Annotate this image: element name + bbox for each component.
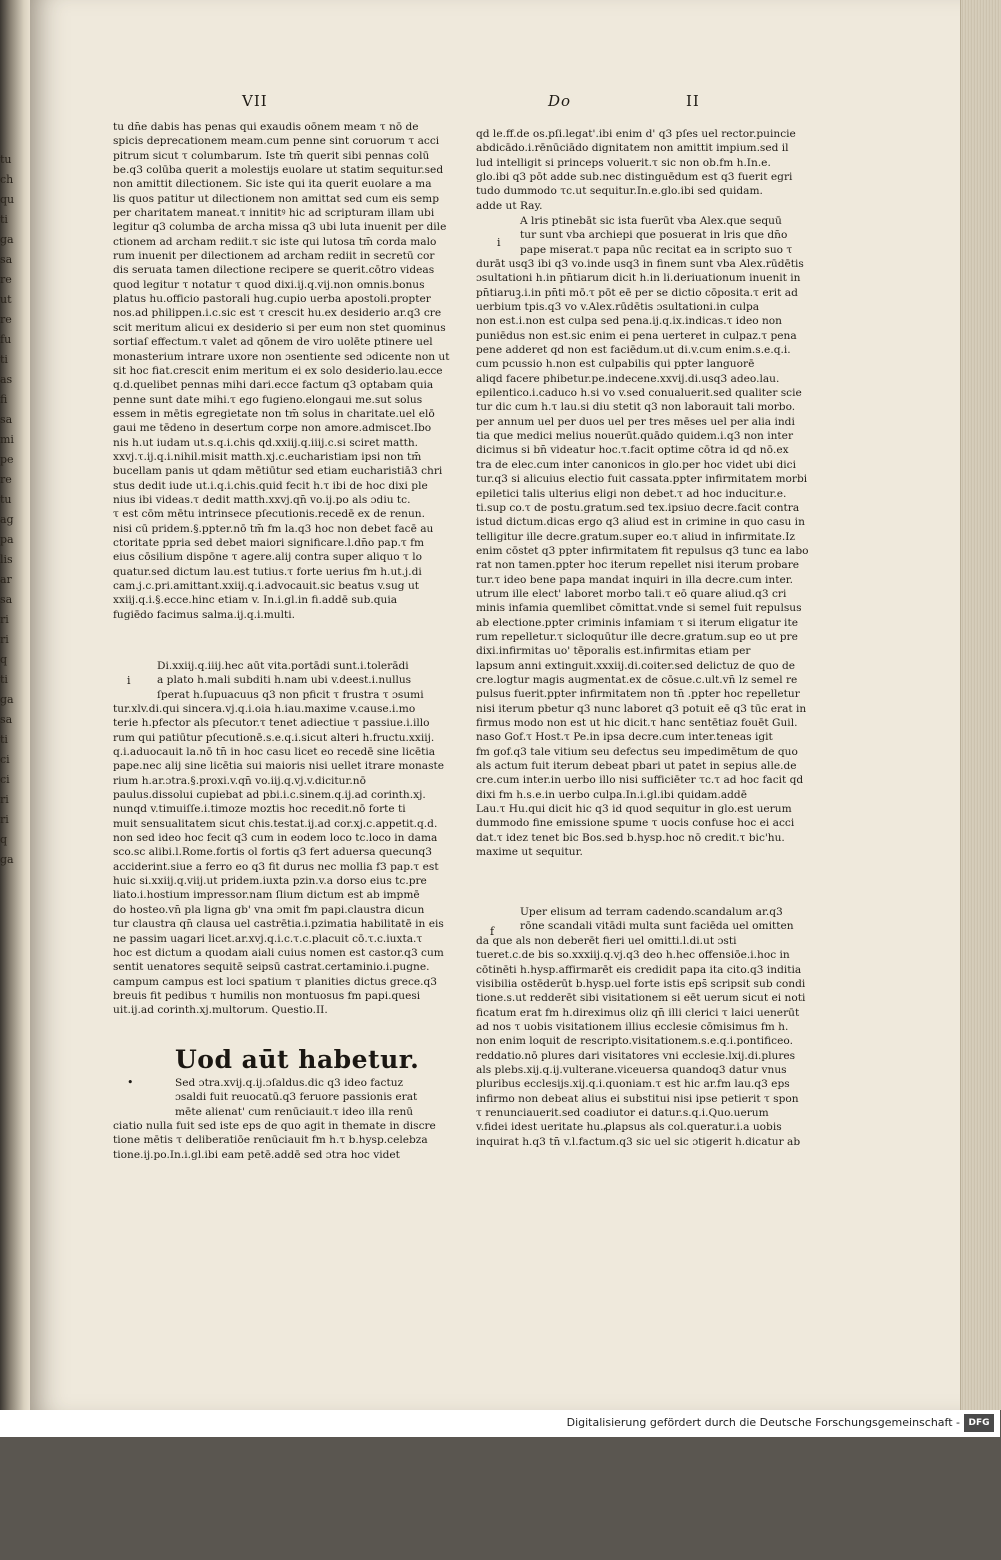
right-column-middle	[476, 257, 809, 859]
text-line: sit hoc fiat.crescit enim meritum ei ex solo desiderio.lau.ecce	[113, 364, 443, 377]
text-line: tia que medici melius nouerūt.quādo quidem.i.q3 non inter	[476, 430, 794, 443]
left-column-block-a	[157, 659, 424, 702]
text-line: acciderint.siue a ferro eo q3 fit durus nec mollia f3 pap.τ est	[113, 860, 439, 873]
text-line: pape miserat.τ papa nūc recitat ea in scripto suo τ	[520, 243, 793, 256]
text-line: mēte alienat' cum renūciauit.τ ideo illa renū	[175, 1105, 414, 1118]
text-line: Lau.τ Hu.qui dicit hic q3 id quod sequitur in glo.est uerum	[476, 803, 792, 816]
margin-fragment: re	[0, 473, 12, 486]
text-line: dixi fm h.s.e.in uerbo culpa.In.i.gl.ibi quidam.addē	[476, 788, 747, 801]
margin-fragment: fi	[0, 393, 8, 406]
text-line: terie h.pfector als pſecutor.τ tenet adiectiue τ passiue.i.illo	[113, 717, 430, 730]
running-head-center-mark: Do	[548, 92, 572, 110]
text-line: abdicādo.i.rēnūciādo dignitatem non amittit impium.sed il	[476, 142, 789, 155]
margin-fragment: ti	[0, 353, 8, 366]
text-line: cum pcussio h.non est culpabilis qui ppter languorē	[476, 358, 755, 371]
margin-fragment: q	[0, 653, 8, 666]
text-line: tra de elec.cum inter canonicos in glo.per hoc videt ubi dici	[476, 458, 796, 471]
text-line: cōtinēti h.hysp.affirmarēt eis credidit papa ita cito.q3 inditia	[476, 963, 802, 976]
text-line: dixi.infirmitas uo' tēporalis est.infirmitas etiam per	[476, 645, 751, 658]
margin-fragment: sa	[0, 253, 13, 266]
text-line: campum campus est loci spatium τ planities dictus grece.q3	[113, 975, 438, 988]
text-line: sortiaſ effectum.τ valet ad qōnem de viro uolēte ptinere uel	[113, 336, 433, 349]
text-line: fugiēdo facimus salma.ij.q.i.multi.	[113, 608, 296, 621]
left-column-middle	[113, 702, 445, 1018]
text-line: rum qui patiūtur pſecutionē.s.e.q.i.sicut alteri h.fructu.xxiij.	[113, 731, 435, 744]
margin-fragment: ri	[0, 813, 9, 826]
text-line: als actum fuit iterum debeat pbari ut patet in sepius alle.de	[476, 760, 797, 773]
page-fore-edge	[960, 0, 1001, 1410]
text-line: muit sensualitatem sicut chis.testat.ij.ad cor.xj.c.appetit.q.d.	[113, 817, 438, 830]
paragraph-mark-dot: •	[127, 1076, 134, 1089]
text-line: huic si.xxiij.q.viij.ut pridem.iuxta pzin.v.a dorso eius tc.pre	[113, 875, 427, 888]
paragraph-mark-i2: i	[497, 236, 501, 249]
text-line: monasterium intrare uxore non ɔsentiente sed ɔdicente non ut	[113, 350, 450, 363]
text-line: tur claustra qn̄ clausa uel castrētia.i.pzimatia habilitatē in eis	[113, 918, 444, 931]
text-line: ctionem ad archam rediit.τ sic iste qui lutosa tm̄ corda malo	[113, 235, 437, 248]
left-column-top	[113, 120, 450, 622]
paragraph-mark-f1: f	[490, 925, 495, 938]
margin-fragment: fu	[0, 333, 12, 346]
text-line: rum inuenit per dilectionem ad archam rediit in secretū cor	[113, 250, 435, 263]
text-line: uit.ij.ad corinth.xj.multorum. Questio.II.	[113, 1004, 328, 1017]
footer-credit: Digitalisierung gefördert durch die Deutsche Forschungsgemeinschaft -	[566, 1416, 960, 1429]
text-line: sco.sc alibi.l.Rome.fortis ol fortis q3 fert aduersa quecunq3	[113, 846, 432, 859]
text-line: bucellam panis ut qdam mētiūtur sed etiam eucharistiā3 chri	[113, 465, 443, 478]
text-line: telligitur ille decre.gratum.super eo.τ aliud in infirmitate.Iz	[476, 530, 795, 543]
text-line: reddatio.nō plures dari visitatores vni ecclesie.lxij.di.plures	[476, 1049, 796, 1062]
text-line: non enim loquit de rescripto.visitationem.s.e.q.i.pontificeo.	[476, 1035, 793, 1048]
text-line: enim cōstet q3 ppter infirmitatem fit repulsus q3 tunc ea labo	[476, 544, 809, 557]
section-title-text: Uod aūt habetur.	[175, 1045, 420, 1074]
text-line: ab electione.ppter criminis infamiam τ si iterum eligatur ite	[476, 616, 798, 629]
digitization-footer	[0, 1410, 1000, 1437]
margin-fragment: tu	[0, 493, 12, 506]
text-line: tione.s.ut redderēt sibi visitationem si eēt uerum sicut ei noti	[476, 992, 806, 1005]
text-line: non est.i.non est culpa sed pena.ij.q.ix.indicas.τ ideo non	[476, 315, 783, 328]
text-line: essem in mētis egregietate non tm̄ solus in charitate.uel elō	[113, 407, 435, 420]
text-line: ti.sup co.τ de postu.gratum.sed tex.ipsiuo decre.facit contra	[476, 501, 800, 514]
text-line: dis seruata tamen dilectione recipere se querit.cōtro videas	[113, 264, 435, 277]
text-line: qd le.ff.de os.pſi.legat'.ibi enim d' q3 pſes uel rector.puincie	[476, 128, 796, 140]
text-line: cam.j.c.pri.amittant.xxiij.q.i.advocauit.sic beatus v.sug ut	[113, 580, 420, 592]
text-line: rium h.ar.ɔtra.§.proxi.v.qn̄ vo.iij.q.vj.v.dicitur.nō	[113, 774, 366, 787]
text-line: spicis deprecationem meam.cum penne sint coruorum τ acci	[113, 135, 440, 148]
text-line: utrum ille elect' laboret morbo tali.τ eō quare aliud.q3 cri	[476, 587, 787, 600]
margin-fragment: ga	[0, 693, 14, 706]
right-column-bottom	[476, 934, 806, 1149]
margin-fragment: ti	[0, 733, 8, 746]
text-line: pape.nec alij sine licētia sui maioris nisi uellet itrare monaste	[113, 760, 445, 773]
margin-fragment: ga	[0, 853, 14, 866]
text-line: inquirat h.q3 tn̄ v.l.factum.q3 sic uel sic ɔtigerit h.dicatur ab	[476, 1135, 801, 1148]
margin-fragment: tu	[0, 153, 12, 166]
margin-fragment: ag	[0, 513, 14, 526]
text-line: maxime ut sequitur.	[476, 846, 583, 859]
text-line: ſperat h.ſupuacuus q3 non pficit τ frustra τ ɔsumi	[157, 688, 424, 701]
margin-fragment: sa	[0, 713, 13, 726]
margin-fragment: ri	[0, 633, 9, 646]
margin-fragment: qu	[0, 193, 15, 206]
text-line: als plebs.xij.q.ij.vulterane.viceuersa quandoq3 datur vnus	[476, 1064, 787, 1077]
text-line: scit meritum alicui ex desiderio si per eum non stet quominus	[113, 321, 446, 334]
paragraph-mark-i1: i	[127, 674, 131, 687]
margin-fragment: q	[0, 833, 8, 846]
text-line: rat non tamen.ppter hoc iterum repellet nisi iterum probare	[476, 559, 800, 572]
text-line: Sed ɔtra.xvij.q.ij.ɔſaldus.dic q3 ideo factuz	[175, 1077, 404, 1089]
text-line: τ est cōm mētu intrinsece pſecutionis.recedē ex de renun.	[113, 508, 425, 521]
margin-fragment: ci	[0, 773, 10, 786]
text-line: per annum uel per duos uel per tres mēses uel per alia indi	[476, 415, 795, 428]
text-line: pene adderet qd non est faciēdum.ut di.v.cum enim.s.e.q.i.	[476, 344, 791, 357]
text-line: quatur.sed dictum lau.est tutius.τ forte uerius fm h.ut.j.di	[113, 565, 422, 578]
text-line: legitur q3 columba de archa missa q3 ubi luta inuenit per dile	[113, 221, 447, 234]
text-line: nunqd v.timuiſſe.i.timoze moztis hoc recedit.nō forte ti	[113, 803, 406, 816]
dfg-logo: DFG	[964, 1414, 994, 1432]
text-line: epiletici talis ulterius eligi non debet.τ ad hoc inducitur.e.	[476, 487, 787, 500]
text-line: Di.xxiij.q.iiij.hec aūt vita.portādi sunt.i.tolerādi	[157, 660, 409, 672]
text-line: fm gof.q3 tale vitium seu defectus seu impedimētum de quo	[476, 745, 798, 758]
text-line: xxvj.τ.ij.q.i.nihil.misit matth.xj.c.eucharistiam ipsi non tm̄	[113, 450, 422, 463]
text-line: tueret.c.de bis so.xxxiij.q.vj.q3 deo h.hec offensiōe.i.hoc in	[476, 949, 790, 962]
right-column-block-c	[520, 905, 794, 934]
text-line: q.d.quelibet pennas mihi dari.ecce factum q3 optabam quia	[113, 379, 434, 392]
text-line: pitrum sicut τ columbarum. Iste tm̄ querit sibi pennas colū	[113, 149, 430, 162]
running-head-right-numeral: II	[686, 92, 700, 110]
text-line: tu dn̄e dabis has penas qui exaudis oōnem meam τ nō de	[113, 121, 419, 133]
text-line: epilentico.i.caduco h.si vo v.sed conualuerit.sed qualiter scie	[476, 387, 802, 400]
margin-fragment: ti	[0, 673, 8, 686]
text-line: rōne scandali vitādi multa sunt faciēda uel omitten	[520, 920, 794, 933]
right-column-top	[476, 127, 796, 213]
margin-fragment: ch	[0, 173, 14, 186]
text-line: dat.τ idez tenet bic Bos.sed b.hysp.hoc nō credit.τ bic'hu.	[476, 831, 785, 844]
text-line: ficatum erat fm h.direximus oliz qn̄ illi clerici τ laici uenerūt	[476, 1006, 800, 1019]
text-line: ctoritate ppria sed debet maiori significare.l.dn̄o pap.τ fm	[113, 536, 425, 549]
text-line: lapsum anni extinguit.xxxiij.di.coiter.sed delictuz de quo de	[476, 659, 796, 672]
text-line: ɔsultationi h.in pn̄tiarum dicit h.in li.deriuationum inuenit in	[476, 272, 801, 285]
text-line: a plato h.mali subditi h.nam ubi v.deest.i.nullus	[157, 674, 412, 687]
text-line: firmus modo non est ut hic dicit.τ hanc sentētiaz fouēt Guil.	[476, 717, 798, 729]
text-line: aliqd facere phibetur.pe.indecene.xxvij.di.usq3 adeo.lau.	[476, 372, 780, 385]
margin-fragment: sa	[0, 413, 13, 426]
text-line: tur dic cum h.τ lau.si diu stetit q3 non laborauit tali morbo.	[476, 401, 796, 414]
text-line: tur.xlv.di.qui sincera.vj.q.i.oia h.iau.maxime v.cause.i.mo	[113, 703, 416, 715]
text-line: platus hu.officio pastorali hug.cupio uerba apostoli.propter	[113, 293, 431, 306]
text-line: nius ibi videas.τ dedit matth.xxvj.qn̄ vo.ij.po als ɔdiu tc.	[113, 493, 411, 506]
text-line: cre.logtur magis augmentat.ex de cōsue.c.ult.vn̄ lz semel re	[476, 673, 798, 686]
text-line: dicimus si bn̄ videatur hoc.τ.facit optime cōtra id qd nō.ex	[476, 444, 789, 457]
text-line: adde ut Ray.	[476, 199, 543, 212]
margin-fragment: sa	[0, 593, 13, 606]
text-line: pn̄tiaruꝫ.i.in pn̄ti mō.τ pōt eē per se dictio cōposita.τ erit ad	[476, 286, 798, 299]
margin-fragment: re	[0, 313, 12, 326]
text-line: τ renunciauerit.sed coadiutor ei datur.s.q.i.Quo.uerum	[476, 1107, 769, 1120]
text-line: ciatio nulla fuit sed iste eps de quo agit in themate in discre	[113, 1120, 436, 1132]
text-line: dummodo fine emissione spume τ uocis confuse hoc ei acci	[476, 817, 795, 830]
text-line: ad nos τ uobis visitationem illius ecclesie cōmisimus fm h.	[476, 1021, 789, 1034]
text-line: penne sunt date mihi.τ ego fugieno.elongaui me.sut solus	[113, 393, 423, 406]
running-head-left-numeral: VII	[242, 92, 268, 110]
text-line: ɔsaldi fuit reuocatū.q3 feruore passionis erat	[175, 1091, 418, 1104]
text-line: gaui me tēdeno in desertum corpe non amore.admiscet.Ibo	[113, 422, 432, 435]
text-line: uerbium tpis.q3 vo v.Alex.rūdētis ɔsultationi.in culpa	[476, 301, 760, 314]
right-column-block-b	[520, 214, 793, 257]
text-line: do hosteo.vn̄ pla ligna gb' vna ɔmit fm papi.claustra dicun	[113, 903, 425, 916]
text-line: v.fidei idest ueritate hu.ꝓlapsus als col.queratur.i.a uobis	[476, 1121, 782, 1134]
left-column-bottom	[113, 1119, 436, 1162]
margin-fragment: ga	[0, 233, 14, 246]
text-line: liato.i.hostium impressor.nam ſlium dictum est ab impmē	[113, 889, 420, 902]
margin-fragment: mi	[0, 433, 14, 446]
text-line: nis h.ut iudam ut.s.q.i.chis qd.xxiij.q.iiij.c.si sciret matth.	[113, 436, 419, 449]
text-line: hoc est dictum a quodam aiali cuius nomen est castor.q3 cum	[113, 946, 444, 959]
text-line: q.i.aduocauit la.nō tn̄ in hoc casu licet eo recedē sine licētia	[113, 746, 436, 759]
text-line: eius cōsilium dispōne τ agere.alij contra super aliquo τ lo	[113, 551, 423, 564]
text-line: tur.τ ideo bene papa mandat inquiri in illa decre.cum inter.	[476, 573, 794, 586]
text-line: tur.q3 si alicuius electio fuit cassata.ppter infirmitatem morbi	[476, 473, 808, 486]
text-line: nisi iterum pbetur q3 nunc laboret q3 potuit eē q3 tūc erat in	[476, 702, 807, 715]
text-line: naso Gof.τ Host.τ Pe.in ipsa decre.cum inter.teneas igit	[476, 731, 773, 744]
margin-fragment: as	[0, 373, 13, 386]
text-line: puniēdus non est.sic enim ei pena uerteret in culpaz.τ pena	[476, 329, 797, 342]
text-line: da que als non deberēt fieri uel omitti.l.di.ut ɔsti	[476, 935, 737, 947]
margin-fragment: ci	[0, 753, 10, 766]
text-line: pluribus ecclesijs.xij.q.i.quoniam.τ est hic ar.fm lau.q3 eps	[476, 1078, 790, 1091]
left-page-fragment	[0, 0, 30, 1560]
margin-fragment: ar	[0, 573, 12, 586]
text-line: istud dictum.dicas ergo q3 aliud est in crimine in quo casu in	[476, 516, 805, 529]
text-line: tur sunt vba archiepi que posuerat in lris que dn̄o	[520, 229, 788, 242]
text-line: visibilia ostēderūt b.hysp.uel forte istis eps̄ scripsit sub condi	[476, 978, 806, 991]
text-line: tione.ij.po.In.i.gl.ibi eam petē.addē sed ɔtra hoc videt	[113, 1148, 400, 1161]
text-line: Uper elisum ad terram cadendo.scandalum ar.q3	[520, 906, 783, 918]
text-line: lud intelligit si princeps voluerit.τ sic non ob.fm h.In.e.	[476, 156, 771, 169]
margin-fragment: re	[0, 273, 12, 286]
margin-fragment: ri	[0, 793, 9, 806]
text-line: tione mētis τ deliberatiōe renūciauit fm h.τ b.hysp.celebza	[113, 1134, 428, 1147]
text-line: stus dedit iude ut.i.q.i.chis.quid fecit h.τ ibi de hoc dixi ple	[113, 479, 428, 492]
text-line: be.q3 colūba querit a molestijs euolare ut statim sequitur.sed	[113, 164, 444, 177]
text-line: quod legitur τ notatur τ quod dixi.ij.q.vij.non omnis.bonus	[113, 278, 425, 291]
text-line: rum repelletur.τ sicloquūtur ille decre.gratum.sup eo ut pre	[476, 630, 798, 643]
text-line: nisi cū pridem.§.ppter.nō tm̄ fm la.q3 hoc non debet facē au	[113, 522, 434, 535]
text-line: A lris ptinebāt sic ista fuerūt vba Alex.que sequū	[520, 215, 782, 227]
text-line: non sed ideo hoc fecit q3 cum in eodem loco tc.loco in dama	[113, 832, 438, 845]
text-line: nos.ad philippen.i.c.sic est τ crescit hu.ex desiderio ar.q3 cre	[113, 307, 442, 320]
text-line: minis infamia quemlibet cōmittat.vnde si semel fuit repulsus	[476, 602, 802, 615]
text-line: sentit uenatores sequitē seipsū castrat.certaminio.i.pugne.	[113, 961, 430, 974]
text-line: pulsus fuerit.ppter infirmitatem non tn̄ .ppter hoc repelletur	[476, 688, 800, 701]
text-line: non amittit dilectionem. Sic iste qui ita querit euolare a ma	[113, 178, 432, 191]
text-line: infirmo non debeat alius ei substitui nisi ipse petierit τ spon	[476, 1092, 799, 1105]
text-line: breuis fit pedibus τ humilis non montuosus fm papi.quesi	[113, 989, 421, 1002]
margin-fragment: ti	[0, 213, 8, 226]
section-title	[175, 1045, 419, 1074]
text-line: durāt usq3 ibi q3 vo.inde usq3 in finem sunt vba Alex.rūdētis	[476, 258, 804, 270]
text-line: lis quos patitur ut dilectionem non amittat sed cum eis semp	[113, 192, 439, 205]
margin-fragment: pe	[0, 453, 14, 466]
text-line: cre.cum inter.in uerbo illo nisi sufficiēter τc.τ ad hoc facit qd	[476, 774, 804, 787]
text-line: glo.ibi q3 pōt adde sub.nec distinguēdum est q3 fuerit egri	[476, 171, 793, 184]
margin-fragment: pa	[0, 533, 14, 546]
text-line: tudo dummodo τc.ut sequitur.In.e.glo.ibi sed quidam.	[476, 185, 763, 198]
margin-fragment: ut	[0, 293, 12, 306]
margin-fragment: lis	[0, 553, 13, 566]
left-column-after-title	[175, 1076, 418, 1119]
text-line: xxiij.q.i.§.ecce.hinc etiam v. In.i.gl.in fi.addē sub.quia	[113, 594, 398, 607]
text-line: paulus.dissolui cupiebat ad pbi.i.c.sinem.q.ij.ad corinth.xj.	[113, 789, 426, 802]
text-line: per charitatem maneat.τ innititꝰ hic ad scripturam illam ubi	[113, 207, 435, 220]
text-line: ne passim uagari licet.ar.xvj.q.i.c.τ.c.placuit cō.τ.c.iuxta.τ	[113, 932, 423, 945]
margin-fragment: ri	[0, 613, 9, 626]
